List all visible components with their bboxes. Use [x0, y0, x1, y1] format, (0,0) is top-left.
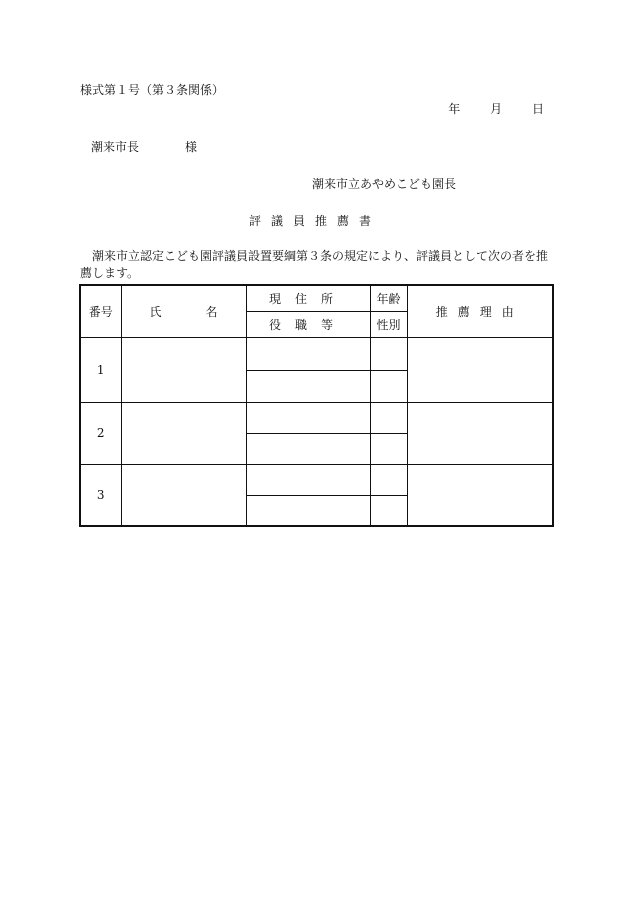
cell-position[interactable]: [246, 433, 370, 464]
document-title: 評議員推薦書: [248, 214, 381, 228]
cell-name[interactable]: [121, 337, 246, 402]
header-reason: 推薦理由: [407, 285, 553, 337]
cell-age[interactable]: [370, 337, 407, 370]
date-year: 年: [448, 102, 461, 116]
cell-address[interactable]: [246, 402, 370, 433]
addressee: [91, 138, 197, 155]
header-address: 現住所: [246, 285, 370, 311]
addressee-honorific: 様: [185, 140, 198, 154]
header-position: 役職等: [246, 311, 370, 337]
header-gender: 性別: [370, 311, 407, 337]
header-name-given: 名: [205, 304, 218, 319]
recommendation-table: [79, 284, 554, 527]
form-number: 様式第１号（第３条関係）: [80, 83, 225, 97]
cell-position[interactable]: [246, 495, 370, 526]
cell-reason[interactable]: [407, 402, 553, 464]
cell-gender[interactable]: [370, 370, 407, 402]
date-month: 月: [490, 102, 503, 116]
sender: 潮来市立あやめこども園長: [312, 177, 457, 191]
row-number: 2: [80, 402, 121, 464]
cell-age[interactable]: [370, 402, 407, 433]
body-text: 潮来市立認定こども園評議員設置要綱第３条の規定により、評議員として次の者を推薦します。: [80, 249, 549, 280]
cell-age[interactable]: [370, 464, 407, 495]
cell-reason[interactable]: [407, 464, 553, 526]
cell-reason[interactable]: [407, 337, 553, 402]
cell-address[interactable]: [246, 337, 370, 370]
cell-position[interactable]: [246, 370, 370, 402]
header-number: 番号: [80, 285, 121, 337]
row-number: 3: [80, 464, 121, 526]
date-day: 日: [531, 102, 544, 116]
cell-name[interactable]: [121, 402, 246, 464]
cell-gender[interactable]: [370, 433, 407, 464]
cell-name[interactable]: [121, 464, 246, 526]
date-line: [448, 100, 544, 117]
header-age: 年齢: [370, 285, 407, 311]
addressee-name: 潮来市長: [91, 140, 140, 154]
cell-address[interactable]: [246, 464, 370, 495]
cell-gender[interactable]: [370, 495, 407, 526]
header-name: [121, 285, 246, 337]
header-name-family: 氏: [149, 304, 162, 319]
row-number: 1: [80, 337, 121, 402]
